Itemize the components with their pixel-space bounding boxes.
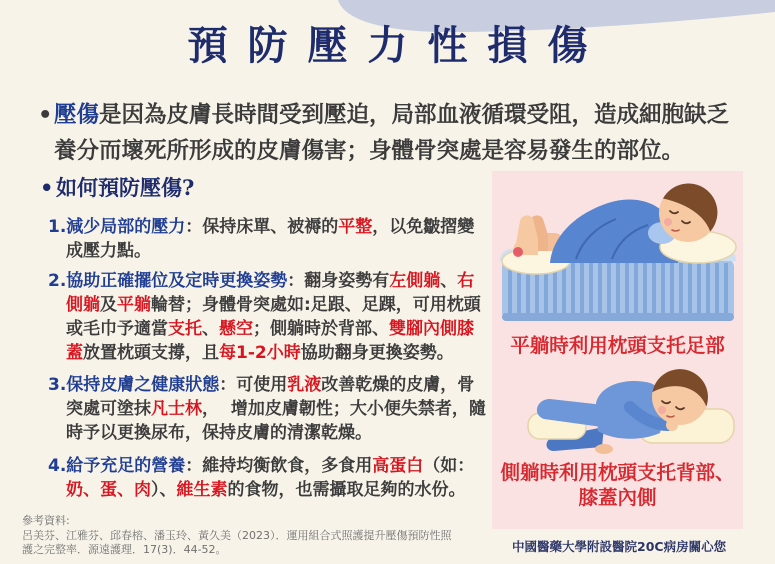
- item-line: [48, 341, 481, 365]
- intro-line-1: [54, 97, 729, 133]
- item-text: ：維持均衡飲食，多食用: [185, 456, 373, 476]
- side-lying-caption: [492, 460, 743, 510]
- intro-bullet: •: [38, 102, 53, 128]
- patient-foot: [595, 444, 613, 454]
- item-highlight: 維生素: [176, 480, 228, 500]
- prevention-item-3: [48, 373, 486, 445]
- side-caption-line-1: 側躺時利用枕頭支托背部、: [500, 461, 735, 484]
- item-highlight: 奶、蛋、肉: [66, 480, 151, 500]
- item-line: [48, 421, 486, 445]
- item-text: 或毛巾予適當: [66, 319, 168, 339]
- cheek-blush: [664, 218, 672, 226]
- side-lying-illustration: [528, 369, 734, 454]
- item-line: [48, 269, 481, 293]
- supine-illustration: [500, 183, 736, 321]
- item-text: ）、: [151, 480, 177, 500]
- intro-line-2: [54, 133, 729, 169]
- prevention-bullet: •: [40, 176, 54, 200]
- item-title: 4.給予充足的營養: [48, 456, 186, 476]
- reference: [22, 514, 452, 558]
- item-line: [48, 293, 481, 317]
- item-text: 成壓力點。: [66, 241, 151, 261]
- item-line: [48, 317, 481, 341]
- item-highlight: 側躺: [66, 295, 100, 315]
- item-text: 改善乾燥的皮膚，骨: [321, 375, 475, 395]
- item-highlight: 乳液: [287, 375, 322, 395]
- reference-line-2: 護之完整率．源遠護理．17(3)．44-52。: [22, 543, 227, 556]
- illustration-panel: [492, 171, 743, 529]
- side-caption-line-2: 膝蓋內側: [578, 486, 657, 509]
- page-title: 預防壓力性損傷: [187, 22, 608, 69]
- item-highlight: 支托: [168, 319, 202, 339]
- intro-paragraph: [54, 97, 729, 169]
- prevention-item-4: [48, 454, 474, 502]
- prevention-heading: 如何預防壓傷?: [56, 175, 195, 200]
- hospital-footer: 中國醫藥大學附設醫院20C病房關心您: [512, 539, 727, 554]
- item-line: [48, 478, 474, 502]
- item-text: 輪替；身體骨突處如:足跟、足踝，可用枕頭: [151, 295, 481, 315]
- item-line: [48, 239, 474, 263]
- item-text: ；側躺時於背部、: [253, 319, 389, 339]
- item-highlight: 蓋: [66, 343, 83, 363]
- item-text: 及: [100, 295, 117, 315]
- item-text: ，以免皺摺變: [372, 217, 475, 237]
- intro-text: 養分而壞死所形成的皮膚傷害；身體骨突處是容易發生的部位。: [54, 138, 685, 164]
- item-text: 突處可塗抹: [66, 399, 151, 419]
- item-highlight: 平躺: [117, 295, 151, 315]
- item-highlight: 平整: [338, 217, 373, 237]
- reference-label: 參考資料:: [22, 514, 70, 527]
- item-text: （如：: [423, 456, 475, 476]
- item-highlight: 每1-2小時: [219, 343, 301, 363]
- item-text: 的食物，也需攝取足夠的水份。: [227, 480, 466, 500]
- item-highlight: 雙腳內側膝: [389, 319, 474, 339]
- item-text: 、: [440, 271, 458, 291]
- reference-line-1: 呂美芬、江雅芬、邱春榕、潘玉玲、黃久美（2023）．運用組合式照護提升壓傷預防性照: [22, 528, 452, 542]
- intro-term: 壓傷: [54, 102, 100, 128]
- prevention-item-1: [48, 215, 474, 263]
- item-text: ：翻身姿勢有: [287, 271, 390, 291]
- item-line: [48, 215, 474, 239]
- heel-pressure-spot: [513, 247, 523, 257]
- item-highlight: 凡士林: [151, 399, 202, 419]
- item-title: 2.協助正確擺位及定時更換姿勢: [48, 271, 288, 291]
- prevention-item-2: [48, 269, 481, 365]
- item-text: ：保持床單、被褥的: [185, 217, 339, 237]
- item-text: ， 增加皮膚韌性；大小便失禁者，隨: [202, 399, 486, 419]
- item-highlight: 高蛋白: [372, 456, 424, 476]
- intro-text: 是因為皮膚長時間受到壓迫，局部血液循環受阻，造成細胞缺乏: [99, 102, 730, 128]
- item-text: 放置枕頭支撐，且: [83, 343, 219, 363]
- item-title: 3.保持皮膚之健康狀態: [48, 375, 220, 395]
- side-cheek-blush: [658, 406, 666, 414]
- supine-caption: 平躺時利用枕頭支托足部: [510, 334, 725, 357]
- mattress-base: [502, 313, 734, 321]
- item-highlight: 右: [457, 271, 475, 291]
- item-line: [48, 454, 474, 478]
- item-highlight: 懸空: [219, 319, 253, 339]
- item-highlight: 左側躺: [389, 271, 441, 291]
- item-line: [48, 397, 486, 421]
- item-text: 協助翻身更換姿勢。: [300, 343, 454, 363]
- item-text: 時予以更換尿布，保持皮膚的清潔乾燥。: [66, 423, 372, 443]
- item-text: ：可使用: [219, 375, 288, 395]
- item-line: [48, 373, 486, 397]
- item-title: 1.減少局部的壓力: [48, 217, 186, 237]
- item-text: 、: [202, 319, 219, 339]
